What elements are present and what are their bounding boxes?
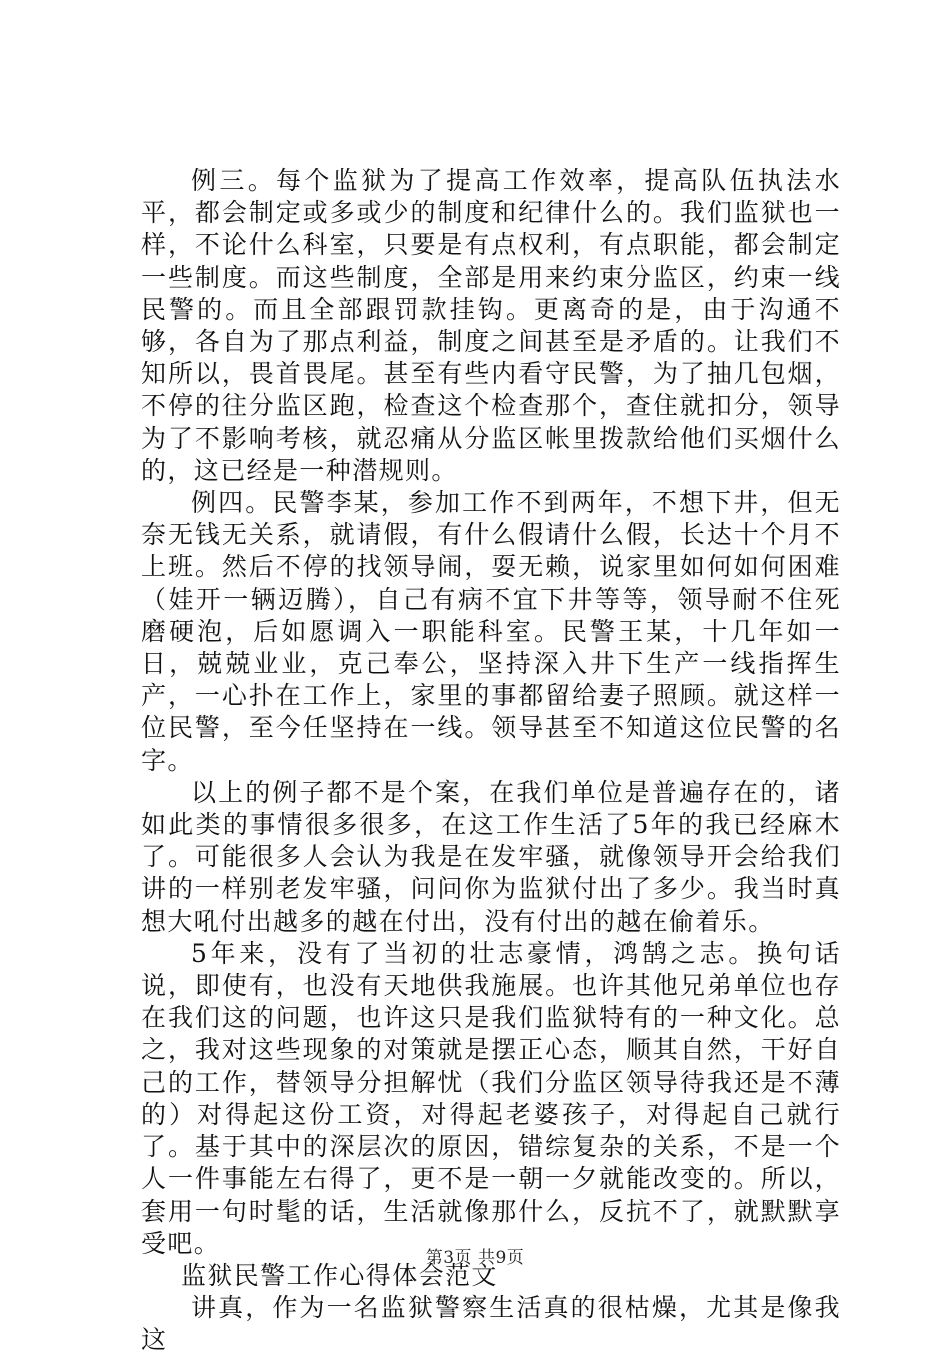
paragraph-example-three: 例三。每个监狱为了提高工作效率，提高队伍执法水平，都会制定或多或少的制度和纪律什么的。我们监狱也一样，不论什么科室，只要是有点权利，有点职能，都会制定一些制度。而这些制度，全部是用来约束分监区，约束一线民警的。而且全部跟罚款挂钩。更离奇的是，由于沟通不够，各自为了那点利益，制度之间甚至是矛盾的。让我们不知所以，畏首畏尾。甚至有些内看守民警，为了抽几包烟，不停的往分监区跑，检查这个检查那个，查住就扣分，领导为了不影响考核，就忍痛从分监区帐里拨款给他们买烟什么的，这已经是一种潜规则。 bbox=[141, 166, 841, 485]
paragraph-examples-summary: 以上的例子都不是个案，在我们单位是普遍存在的，诸如此类的事情很多很多，在这工作生活了5年的我已经麻木了。可能很多人会认为我是在发牢骚，就像领导开会给我们讲的一样别老发牢骚，问问你为监狱付出了多少。我当时真想大吼付出越多的越在付出，没有付出的越在偷着乐。 bbox=[141, 777, 841, 936]
paragraph-five-years: 5年来，没有了当初的壮志豪情，鸿鹄之志。换句话说，即使有，也没有天地供我施展。也许其他兄弟单位也存在我们这的问题，也许这只是我们监狱特有的一种文化。总之，我对这些现象的对策就是摆正心态，顺其自然，干好自己的工作，替领导分担解忧（我们分监区领导待我还是不薄的）对得起这份工资，对得起老婆孩子，对得起自己就行了。基于其中的深层次的原因，错综复杂的关系，不是一个人一件事能左右得了，更不是一朝一夕就能改变的。所以，套用一句时髦的话，生活就像那什么，反抗不了，就默默享受吧。 bbox=[141, 938, 841, 1258]
document-body bbox=[141, 165, 841, 1357]
paragraph-example-four: 例四。民警李某，参加工作不到两年，不想下井，但无奈无钱无关系，就请假，有什么假请什么假，长达十个月不上班。然后不停的找领导闹，耍无赖，说家里如何如何困难（娃开一辆迈腾），自己有病不宜下井等等，领导耐不住死磨硬泡，后如愿调入一职能科室。民警王某，十几年如一日，兢兢业业，克己奉公，坚持深入井下生产一线指挥生产，一心扑在工作上，家里的事都留给妻子照顾。就这样一位民警，至今任坚持在一线。领导甚至不知道这位民警的名字。 bbox=[141, 488, 841, 775]
page-footer: 第3页 共9页 bbox=[425, 1248, 525, 1268]
section-title: 监狱民警工作心得体会范文 bbox=[181, 1260, 498, 1290]
paragraph-final: 讲真，作为一名监狱警察生活真的很枯燥，尤其是像我这 bbox=[141, 1293, 841, 1355]
